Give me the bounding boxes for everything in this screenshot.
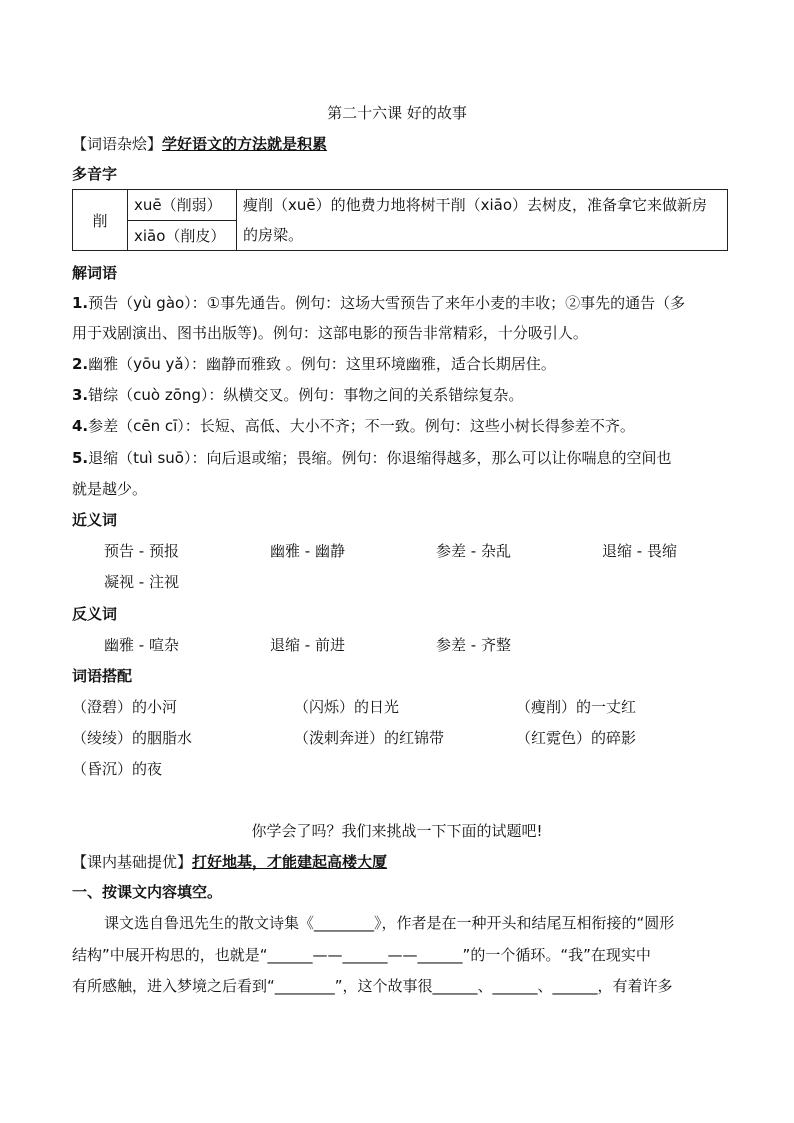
exercise-heading: 一、按课文内容填空。 (72, 883, 223, 901)
vocab-term: 预告（yù gào）：①事先通告。例句： (88, 294, 341, 312)
polyphone-reading-2: xiāo（削皮） (128, 220, 237, 251)
antonyms-heading: 反义词 (72, 605, 118, 623)
vocab-item-5 (72, 448, 671, 468)
vocab-item-4 (72, 416, 635, 436)
lesson-title: 第二十六课 好的故事 (327, 104, 467, 122)
polyphone-heading: 多音字 (72, 165, 118, 183)
polyphone-table (72, 189, 728, 251)
vocab-item-1-cont (72, 323, 588, 343)
antonym-pair: 退缩 - 前进 (270, 636, 345, 654)
polyphone-sentence-line1: 瘦削（xuē）的他费力地将树干削（xiāo）去树皮，准备拿它来做新房 (243, 196, 708, 214)
vocab-term: 退缩（tuì suō）：向后退或缩；畏缩。例句： (88, 449, 387, 467)
antonym-pair: 幽雅 - 喧杂 (104, 636, 179, 654)
vocab-example: 事物之间的关系错综复杂。 (343, 386, 524, 404)
exercise-line-3: 有所感触，进入梦境之后看到“________”，这个故事很______、______、______，有着许多 (72, 977, 673, 995)
vocab-example: 你退缩得越多，那么可以让你喘息的空间也 (386, 449, 672, 467)
challenge-prompt: 你学会了吗？我们来挑战一下下面的试题吧! (251, 822, 543, 840)
exercise-line-2: 结构”中展开构思的，也就是“______——______——______”的一个循环。“我”在现实中 (72, 946, 651, 964)
collocations-row-3: （昏沉）的夜 (72, 760, 163, 778)
synonym-pair: 预告 - 预报 (104, 542, 179, 560)
section-bracket: 【课内基础提优】 (72, 853, 193, 871)
vocab-num: 1. (72, 294, 89, 312)
vocab-item-5-cont (72, 479, 147, 499)
vocab-num: 5. (72, 449, 89, 467)
vocab-num: 3. (72, 386, 89, 404)
vocab-example: 这些小树长得参差不齐。 (469, 417, 635, 435)
synonyms-row-2: 凝视 - 注视 (104, 573, 179, 591)
vocab-term: 用于戏剧演出、图书出版等)。例句： (72, 324, 318, 342)
vocab-num: 2. (72, 355, 89, 373)
section-bracket: 【词语杂烩】 (72, 135, 163, 153)
collocation: （绫绫）的胭脂水 (72, 729, 193, 747)
vocab-num: 4. (72, 417, 89, 435)
collocation: （红霓色）的碎影 (516, 729, 637, 747)
vocab-item-1 (72, 293, 685, 313)
polyphone-reading-1: xuē（削弱） (128, 190, 237, 221)
synonym-pair: 幽雅 - 幽静 (270, 542, 345, 560)
vocab-example: 就是越少。 (72, 480, 148, 498)
vocab-item-3 (72, 385, 523, 405)
collocations-heading: 词语搭配 (72, 667, 133, 685)
vocab-term: 幽雅（yōu yǎ）：幽静而雅致 。例句： (88, 355, 346, 373)
vocab-example: 这场大雪预告了来年小麦的丰收；②事先的通告（多 (340, 294, 686, 312)
collocation: （澄碧）的小河 (72, 698, 178, 716)
section-slogan: 打好地基，才能建起高楼大厦 (192, 853, 388, 871)
antonym-pair: 参差 - 齐整 (436, 636, 511, 654)
collocation: （瘦削）的一丈红 (516, 698, 637, 716)
vocab-example: 这部电影的预告非常精彩，十分吸引人。 (317, 324, 588, 342)
synonyms-heading: 近义词 (72, 511, 118, 529)
vocab-item-2 (72, 354, 556, 374)
collocation: （泼剌奔迸）的红锦带 (294, 729, 445, 747)
polyphone-sentence (237, 190, 728, 251)
polyphone-sentence-line2: 的房梁。 (243, 226, 304, 244)
section-header-vocab (72, 134, 327, 154)
vocab-example: 这里环境幽雅，适合长期居住。 (345, 355, 556, 373)
section-slogan: 学好语文的方法就是积累 (162, 135, 328, 153)
synonym-pair: 退缩 - 畏缩 (602, 542, 677, 560)
vocab-term: 错综（cuò zōng）：纵横交叉。例句： (88, 386, 344, 404)
synonym-pair: 参差 - 杂乱 (436, 542, 511, 560)
vocab-heading: 解词语 (72, 264, 118, 282)
exercise-line-1: 课文选自鲁迅先生的散文诗集《________》，作者是在一种开头和结尾互相衔接的“圆形 (104, 914, 675, 932)
polyphone-char: 削 (73, 190, 128, 251)
section-header-basics (72, 852, 387, 872)
collocation: （闪烁）的日光 (294, 698, 400, 716)
vocab-term: 参差（cēn cī）：长短、高低、大小不齐；不一致。例句： (88, 417, 470, 435)
